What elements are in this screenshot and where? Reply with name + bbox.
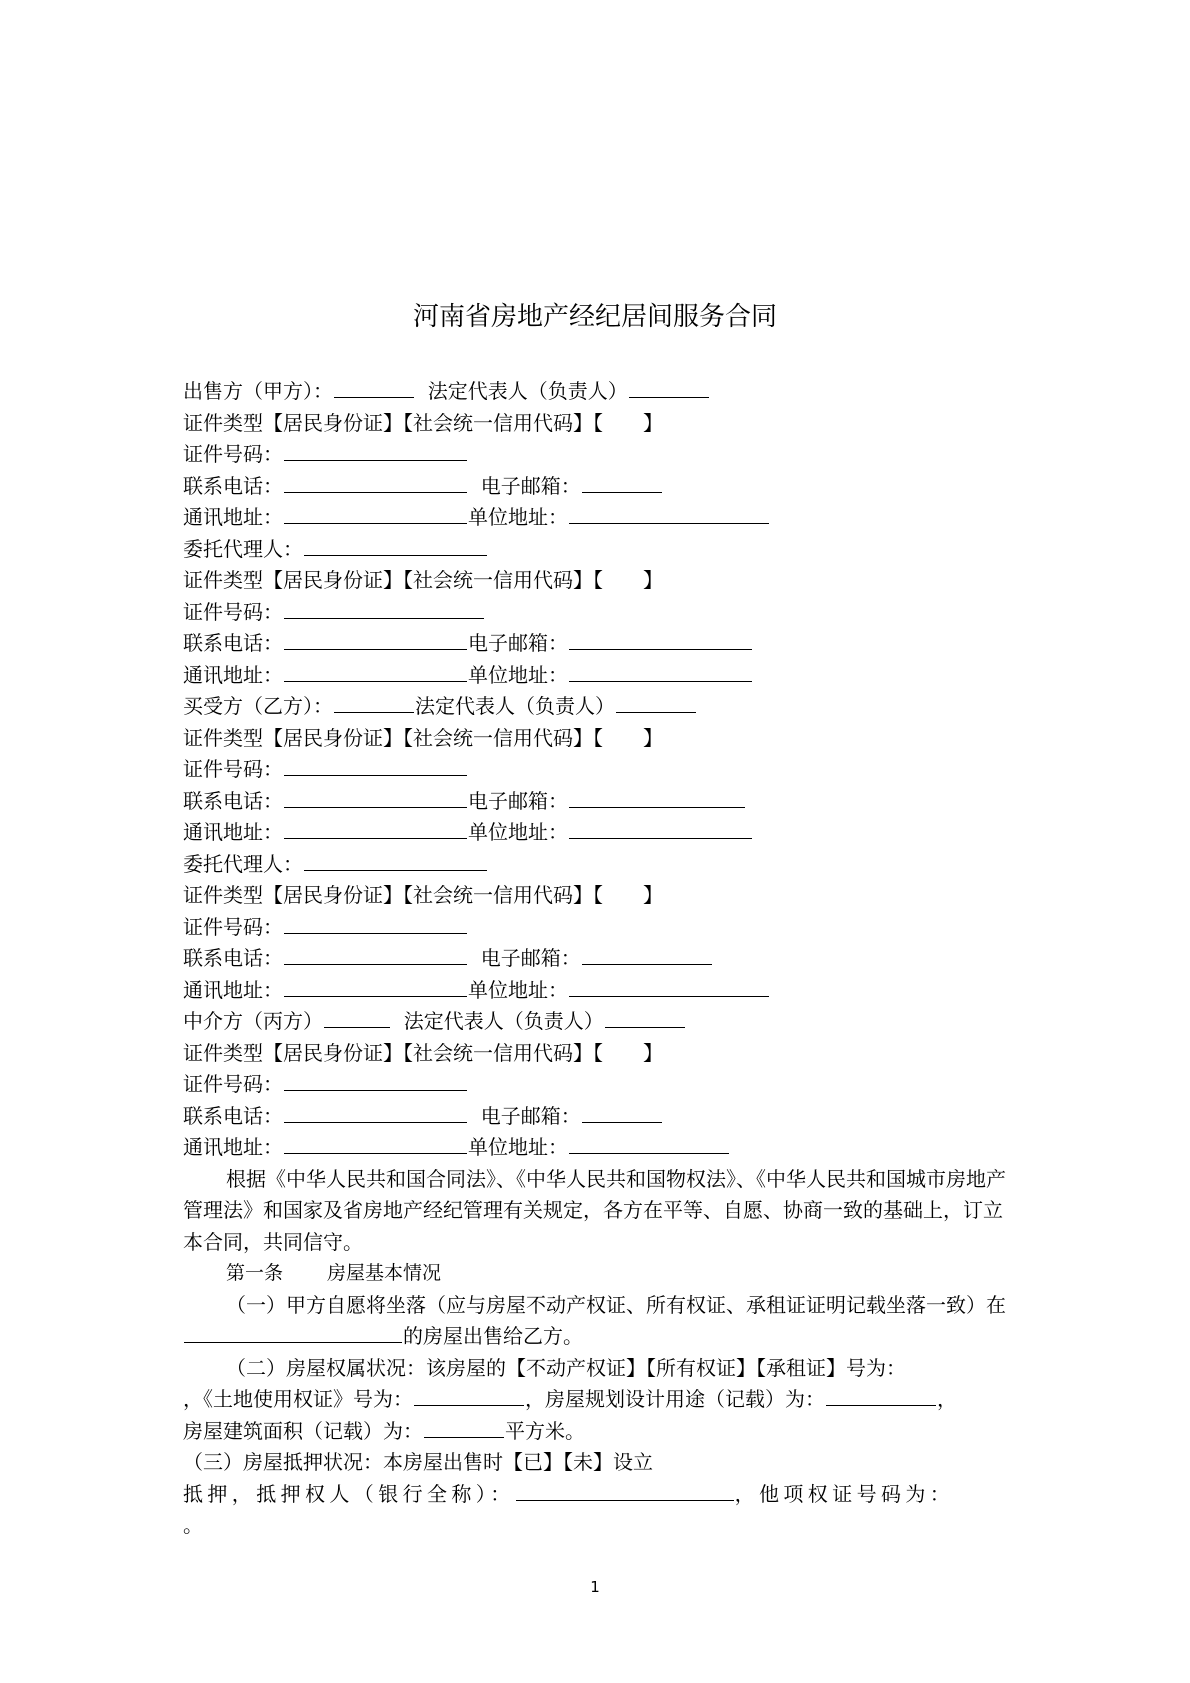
seller-email-field[interactable] xyxy=(582,471,662,493)
article-1-item-3-line-2 xyxy=(183,1479,1018,1511)
agent-label: 委托代理人： xyxy=(183,536,303,561)
phone-label: 联系电话： xyxy=(183,473,283,498)
page-number: 1 xyxy=(590,1578,600,1596)
id-type-label: 证件类型【居民身份证】【社会统一信用代码】【 xyxy=(183,568,603,592)
id-no-label: 证件号码： xyxy=(183,914,283,939)
seller-agent-address-field[interactable] xyxy=(284,660,467,682)
email-label: 电子邮箱： xyxy=(468,788,568,813)
buyer-agent-address-line xyxy=(183,975,1018,1007)
floor-area-field[interactable] xyxy=(424,1416,504,1438)
buyer-id-type-line xyxy=(183,723,1018,755)
seller-agent-id-type-line xyxy=(183,565,1018,597)
phone-label: 联系电话： xyxy=(183,1103,283,1128)
seller-agent-field[interactable] xyxy=(304,534,487,556)
land-use-cert-field[interactable] xyxy=(414,1384,524,1406)
id-type-close: 】 xyxy=(643,568,663,592)
work-address-label: 单位地址： xyxy=(468,662,568,687)
item-2-text-b: ，《土地使用权证》号为： xyxy=(183,1387,413,1411)
seller-work-address-field[interactable] xyxy=(569,502,769,524)
item-3-text-d: 。 xyxy=(183,1513,203,1537)
agency-phone-field[interactable] xyxy=(284,1101,467,1123)
buyer-address-line xyxy=(183,817,1018,849)
agency-line xyxy=(183,1006,1018,1038)
buyer-address-field[interactable] xyxy=(284,817,467,839)
planned-use-field[interactable] xyxy=(826,1384,936,1406)
buyer-agent-id-no-line xyxy=(183,912,1018,944)
buyer-agent-field[interactable] xyxy=(304,849,487,871)
phone-label: 联系电话： xyxy=(183,631,283,655)
article-1-heading xyxy=(183,1258,1018,1290)
agency-legal-rep-field[interactable] xyxy=(605,1006,685,1028)
agency-id-type-line xyxy=(183,1038,1018,1070)
agent-label: 委托代理人： xyxy=(183,851,303,876)
address-label: 通讯地址： xyxy=(183,977,283,1002)
buyer-phone-field[interactable] xyxy=(284,786,467,808)
seller-phone-field[interactable] xyxy=(284,471,467,493)
address-label: 通讯地址： xyxy=(183,820,283,844)
buyer-line xyxy=(183,691,1018,723)
seller-phone-line xyxy=(183,471,1018,503)
buyer-agent-phone-line xyxy=(183,943,1018,975)
work-address-label: 单位地址： xyxy=(468,1135,568,1159)
agency-label: 中介方（丙方） xyxy=(183,1009,323,1033)
agency-email-field[interactable] xyxy=(582,1101,662,1123)
buyer-agent-email-field[interactable] xyxy=(582,943,712,965)
item-3-text-b: 抵押，抵押权人（银行全称）： xyxy=(183,1481,515,1506)
buyer-legal-rep-field[interactable] xyxy=(616,691,696,713)
agency-id-no-line xyxy=(183,1069,1018,1101)
item-3-text-a: （三）房屋抵押状况：本房屋出售时【已】【未】设立 xyxy=(183,1450,653,1474)
seller-legal-rep-field[interactable] xyxy=(629,376,709,398)
buyer-agent-work-address-field[interactable] xyxy=(569,975,769,997)
buyer-agent-address-field[interactable] xyxy=(284,975,467,997)
buyer-work-address-field[interactable] xyxy=(569,817,752,839)
id-type-close: 】 xyxy=(643,725,663,750)
article-1-item-2-line-1 xyxy=(183,1353,1018,1385)
buyer-agent-id-no-field[interactable] xyxy=(284,912,467,934)
seller-agent-id-no-field[interactable] xyxy=(284,597,484,619)
id-no-label: 证件号码： xyxy=(183,599,283,624)
legal-rep-label: 法定代表人（负责人） xyxy=(415,694,615,718)
buyer-agent-line xyxy=(183,849,1018,881)
agency-address-field[interactable] xyxy=(284,1132,467,1154)
email-label: 电子邮箱： xyxy=(480,1103,581,1128)
phone-label: 联系电话： xyxy=(183,788,283,813)
id-no-label: 证件号码： xyxy=(183,442,283,466)
agency-name-field[interactable] xyxy=(324,1006,390,1028)
work-address-label: 单位地址： xyxy=(468,820,568,844)
seller-agent-line xyxy=(183,534,1018,566)
seller-name-field[interactable] xyxy=(334,376,414,398)
id-type-label: 证件类型【居民身份证】【社会统一信用代码】【 xyxy=(183,1040,603,1065)
seller-agent-email-field[interactable] xyxy=(569,628,752,650)
phone-label: 联系电话： xyxy=(183,946,283,970)
page-title: 河南省房地产经纪居间服务合同 xyxy=(412,302,777,332)
agency-id-no-field[interactable] xyxy=(284,1069,467,1091)
agency-work-address-field[interactable] xyxy=(569,1132,729,1154)
article-1-title: 房屋基本情况 xyxy=(327,1262,442,1284)
agency-address-line xyxy=(183,1132,1018,1164)
article-1-item-3-line-1 xyxy=(183,1447,1018,1479)
seller-id-type-line xyxy=(183,408,1018,440)
item-2-text-f: 平方米。 xyxy=(505,1418,585,1443)
mortgagee-field[interactable] xyxy=(516,1479,734,1501)
email-label: 电子邮箱： xyxy=(468,631,568,655)
id-type-label: 证件类型【居民身份证】【社会统一信用代码】【 xyxy=(183,883,603,907)
seller-agent-phone-line xyxy=(183,628,1018,660)
seller-agent-address-line xyxy=(183,660,1018,692)
work-address-label: 单位地址： xyxy=(468,505,568,529)
item-2-text-e: 房屋建筑面积（记载）为： xyxy=(183,1418,423,1443)
work-address-label: 单位地址： xyxy=(468,977,568,1002)
seller-agent-id-no-line xyxy=(183,597,1018,629)
item-2-text-c: ，房屋规划设计用途（记载）为： xyxy=(525,1387,825,1411)
id-no-label: 证件号码： xyxy=(183,1072,283,1096)
preamble-paragraph: 根据《中华人民共和国合同法》、《中华人民共和国物权法》、《中华人民共和国城市房地产管理法》和国家及省房地产经纪管理有关规定，各方在平等、自愿、协商一致的基础上，订立本合同，共同信守。 xyxy=(183,1166,1006,1254)
item-1-text-b: 的房屋出售给乙方。 xyxy=(403,1324,583,1348)
address-label: 通讯地址： xyxy=(183,505,283,529)
item-2-text-d: ， xyxy=(937,1387,957,1411)
seller-agent-work-address-field[interactable] xyxy=(569,660,752,682)
id-type-close: 】 xyxy=(643,410,663,435)
id-type-close: 】 xyxy=(643,1040,663,1065)
seller-line xyxy=(183,376,1018,408)
email-label: 电子邮箱： xyxy=(480,946,581,970)
buyer-email-field[interactable] xyxy=(569,786,745,808)
article-1-number: 第一条 xyxy=(226,1262,284,1284)
item-3-text-c: ，他项权证号码为： xyxy=(734,1481,955,1506)
email-label: 电子邮箱： xyxy=(480,473,581,498)
buyer-id-no-field[interactable] xyxy=(284,754,467,776)
article-1-item-2-line-3 xyxy=(183,1416,1018,1448)
contract-body xyxy=(183,376,1018,1542)
seller-address-line xyxy=(183,502,1018,534)
buyer-name-field[interactable] xyxy=(334,691,414,713)
buyer-agent-id-type-line xyxy=(183,880,1018,912)
id-no-label: 证件号码： xyxy=(183,757,283,781)
buyer-label: 买受方（乙方）： xyxy=(183,694,333,718)
address-label: 通讯地址： xyxy=(183,662,283,687)
buyer-agent-phone-field[interactable] xyxy=(284,943,467,965)
legal-rep-label: 法定代表人（负责人） xyxy=(403,1009,604,1033)
item-2-text-a: （二）房屋权属状况：该房屋的【不动产权证】【所有权证】【承租证】号为： xyxy=(226,1355,906,1380)
buyer-id-no-line xyxy=(183,754,1018,786)
article-1-item-1 xyxy=(183,1290,1018,1353)
seller-label: 出售方（甲方）： xyxy=(183,379,333,403)
legal-rep-label: 法定代表人（负责人） xyxy=(427,379,628,403)
article-1-item-3-line-3 xyxy=(183,1510,1018,1542)
seller-id-no-field[interactable] xyxy=(284,439,467,461)
seller-id-no-line xyxy=(183,439,1018,471)
id-type-close: 】 xyxy=(643,883,663,907)
article-1-item-2-line-2 xyxy=(183,1384,1018,1416)
buyer-phone-line xyxy=(183,786,1018,818)
address-label: 通讯地址： xyxy=(183,1135,283,1159)
agency-phone-line xyxy=(183,1101,1018,1133)
seller-agent-phone-field[interactable] xyxy=(284,628,467,650)
property-location-field[interactable] xyxy=(184,1321,402,1343)
seller-address-field[interactable] xyxy=(284,502,467,524)
item-1-text-a: （一）甲方自愿将坐落（应与房屋不动产权证、所有权证、承租证证明记载坐落一致）在 xyxy=(226,1292,1006,1317)
id-type-label: 证件类型【居民身份证】【社会统一信用代码】【 xyxy=(183,410,603,435)
id-type-label: 证件类型【居民身份证】【社会统一信用代码】【 xyxy=(183,725,603,750)
